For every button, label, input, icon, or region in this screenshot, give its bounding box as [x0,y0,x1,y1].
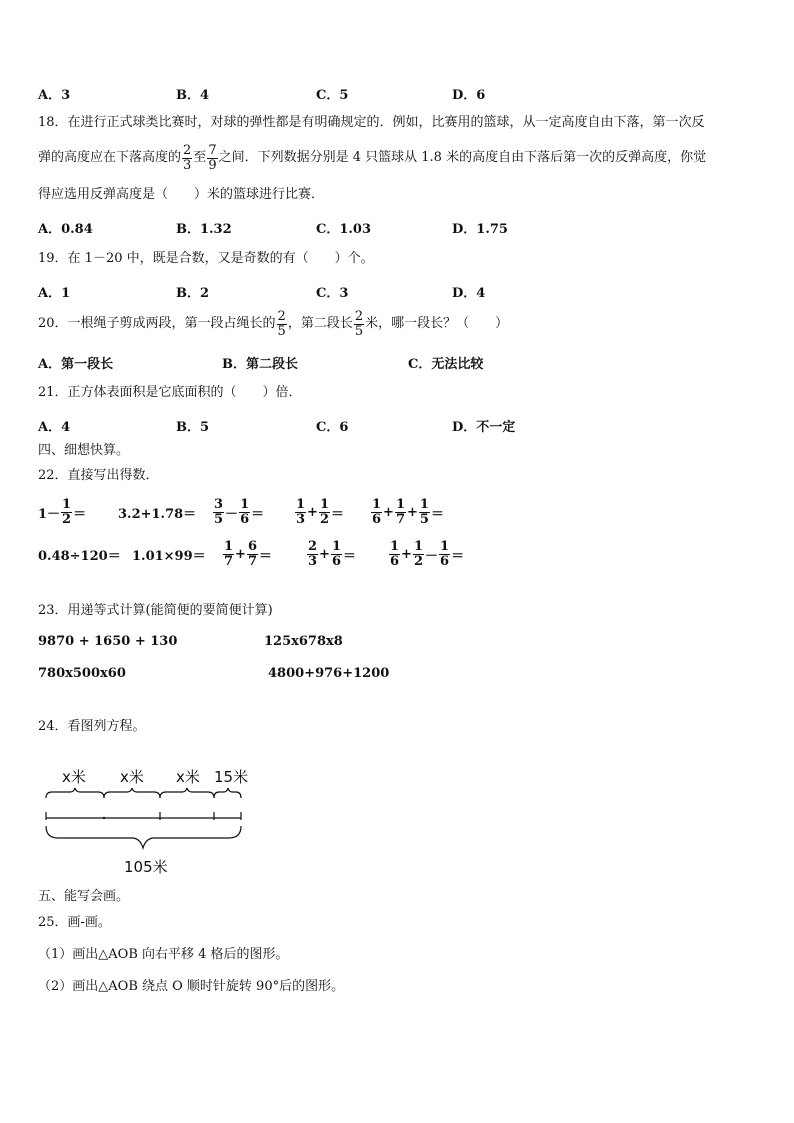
frac-num: 1 [319,496,329,512]
frac [389,540,400,569]
frac-num: 6 [247,538,257,554]
frac-num: 1 [419,496,429,512]
brace-segment-3 [160,788,214,798]
q23-expression-4: 4800+976+1200 [268,666,390,681]
brace-segment-4 [214,788,241,798]
q20-text-a: 20．一根绳子剪成两段，第一段占绳长的 [38,316,276,331]
q17-option-b: B．4 [176,88,210,103]
frac-num: 1 [224,538,234,554]
q18-text-a: 弹的高度应在下落高度的 [38,150,182,165]
q18-frac1-num: 2 [183,142,192,158]
q20-question [38,306,508,342]
frac-num: 1 [62,496,72,512]
q20-option-c: C．无法比较 [408,357,484,372]
equals: ＝ [251,506,265,522]
frac-num: 2 [308,538,318,554]
q21-question: 21．正方体表面积是它底面积的（ ）倍． [38,385,302,400]
frac-den: 2 [319,511,329,527]
equals: ＝ [451,548,465,564]
q22-r2-c4 [306,534,356,574]
frac-den: 6 [440,553,450,569]
frac [419,498,430,527]
q22-r2-c3 [222,534,272,574]
frac-num: 1 [372,496,382,512]
q22-r1c1-eq: ＝ [73,506,87,522]
q21-option-b: B．5 [176,420,210,435]
equals: ＝ [259,548,273,564]
frac [239,498,250,527]
total-label: 105米 [124,858,168,876]
q23-expression-2: 125x678x8 [264,634,343,649]
frac-den: 6 [331,553,341,569]
q18-fraction-1 [182,144,192,173]
q20-frac1-den: 5 [277,323,286,339]
operator: + [407,504,418,520]
operator: + [319,546,330,562]
q20-fraction-1 [277,310,287,339]
q17-option-c: C．5 [316,88,349,103]
equals: ＝ [331,506,345,522]
q19-question: 19．在 1－20 中，既是合数，又是奇数的有（ ）个。 [38,251,374,266]
q18-option-a: A．0.84 [38,222,93,237]
q23-title: 23．用递等式计算(能简便的要简便计算) [38,603,273,618]
frac-den: 6 [390,553,400,569]
frac [439,540,450,569]
frac [331,540,342,569]
segment-label-1: x米 [62,768,86,786]
q18-fraction-2 [207,144,217,173]
frac [319,498,330,527]
frac-den: 6 [372,511,382,527]
q18-line-1: 18．在进行正式球类比赛时，对球的弹性都是有明确规定的．例如，比赛用的篮球，从一定高度自由下落，第一次反 [38,115,705,130]
q20-frac1-num: 2 [277,308,286,324]
q19-option-d: D．4 [452,286,486,301]
q21-option-a: A．4 [38,420,71,435]
frac-den: 2 [413,553,423,569]
q22-r2-c1: 0.48÷120＝ [38,548,121,564]
frac-den: 7 [395,511,405,527]
q25-title: 25．画-画。 [38,915,111,930]
q20-frac2-den: 5 [354,323,364,339]
q20-option-b: B．第二段长 [222,357,298,372]
equals: ＝ [430,506,444,522]
frac-den: 2 [62,511,72,527]
operator: + [235,546,246,562]
frac [295,498,306,527]
q18-option-c: C．1.03 [316,222,372,237]
tick-1-dot [103,817,105,819]
brace-segment-1 [46,788,104,798]
frac-den: 5 [419,511,429,527]
q18-frac2-den: 9 [208,157,217,173]
frac-den: 6 [240,511,250,527]
brace-segment-2 [104,788,160,798]
q20-frac2-num: 2 [354,308,364,324]
q18-frac2-num: 7 [208,142,217,158]
frac-num: 1 [390,538,400,554]
frac [395,498,406,527]
q22-title: 22．直接写出得数． [38,468,159,483]
q20-text-c: 米，哪一段长？（ ） [365,316,509,331]
q18-text-b: 至 [193,150,207,165]
frac [213,498,224,527]
frac-num: 1 [395,496,405,512]
segment-label-3: x米 [176,768,200,786]
frac [413,540,424,569]
q25-part-2: （2）画出△AOB 绕点 O 顺时针旋转 90°后的图形。 [38,979,345,994]
frac-num: 1 [296,496,306,512]
frac-num: 1 [440,538,450,554]
q22-r1-c2: 3.2+1.78＝ [118,506,197,522]
frac [307,540,318,569]
frac-num: 1 [331,538,341,554]
q22-r1c1-fraction [61,498,72,527]
operator: + [401,546,412,562]
q18-text-c: 之间．下列数据分别是 4 只篮球从 1.8 米的高度自由下落后第一次的反弹高度，你觉 [218,150,707,165]
q25-part-1: （1）画出△AOB 向右平移 4 格后的图形。 [38,947,289,962]
q20-fraction-2 [354,310,364,339]
q17-option-d: D．6 [452,88,486,103]
frac-den: 3 [308,553,318,569]
q18-line-2 [38,140,706,176]
q22-r1c1-pre: 1－ [38,506,61,522]
segment-label-4: 15米 [214,768,249,786]
operator: － [225,506,239,522]
q22-r1-c3 [212,492,264,532]
segment-label-2: x米 [120,768,144,786]
q22-r1-c5 [370,492,444,532]
q22-r1-c4 [294,492,344,532]
operator: + [383,504,394,520]
section-5-heading: 五、能写会画。 [38,889,130,904]
q21-option-d: D．不一定 [452,420,516,435]
frac-den: 7 [224,553,234,569]
frac-den: 5 [214,511,224,527]
brace-total [46,826,241,848]
frac [223,540,234,569]
q22-r1-c1 [38,492,86,532]
operator: － [425,548,439,564]
frac-num: 1 [413,538,423,554]
q19-option-a: A．1 [38,286,71,301]
q20-option-a: A．第一段长 [38,357,114,372]
section-4-heading: 四、细想快算。 [38,443,130,458]
frac [247,540,258,569]
frac-num: 3 [214,496,224,512]
frac-den: 3 [296,511,306,527]
q17-option-a: A．3 [38,88,71,103]
frac [371,498,382,527]
q20-text-b: ，第二段长 [287,316,353,331]
q18-option-b: B．1.32 [176,222,232,237]
q22-r2-c2: 1.01×99＝ [132,548,206,564]
q21-option-c: C．6 [316,420,349,435]
q18-option-d: D．1.75 [452,222,508,237]
q24-title: 24．看图列方程。 [38,719,146,734]
q18-frac1-den: 3 [183,157,192,173]
frac-den: 7 [247,553,257,569]
q22-r2-c5 [388,534,464,574]
operator: + [307,504,318,520]
frac-num: 1 [240,496,250,512]
q23-expression-1: 9870 + 1650 + 130 [38,634,178,649]
q18-line-3: 得应选用反弹高度是（ ）米的篮球进行比赛． [38,187,325,202]
q19-option-b: B．2 [176,286,210,301]
q19-option-c: C．3 [316,286,349,301]
equals: ＝ [343,548,357,564]
q23-expression-3: 780x500x60 [38,666,126,681]
